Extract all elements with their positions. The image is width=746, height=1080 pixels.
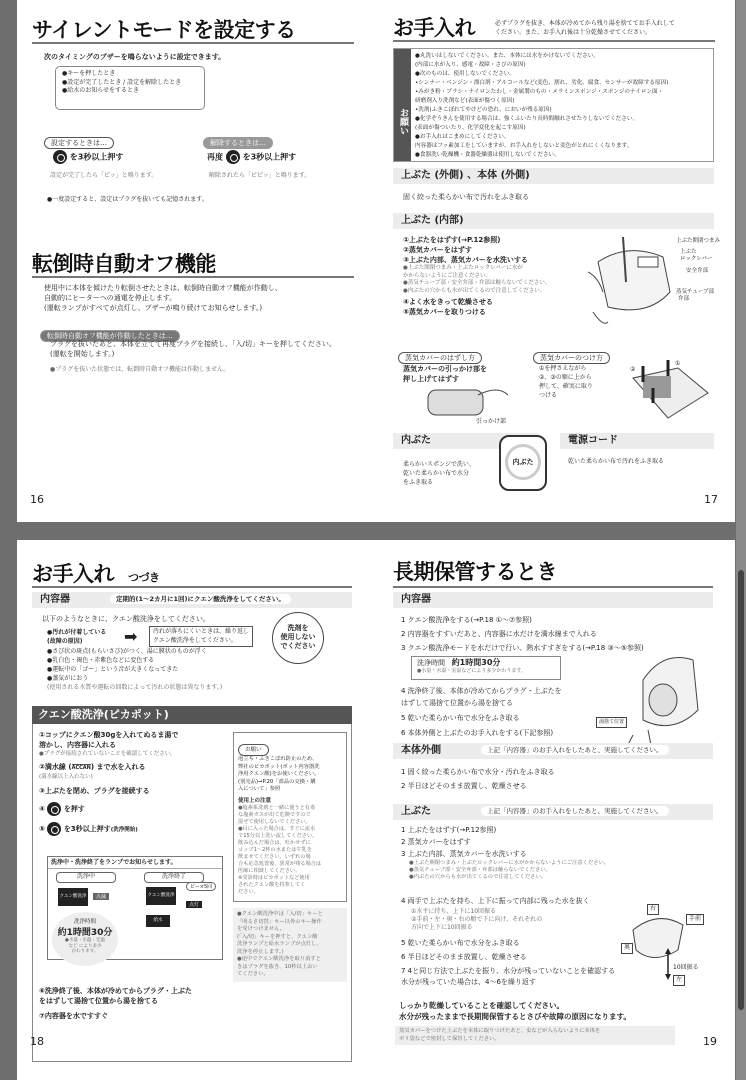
mark: ① [675,360,681,367]
dir-left: 左 [673,975,685,986]
list-item: ●キーを押したとき [62,70,116,77]
page-title: 長期保管するとき [393,560,557,584]
citric-steps-end: ⑥洗浄終了後、本体が冷めてからプラグ・上ぶた をはずして湯捨て位置から湯を捨てる ⑦内容器を水ですすぐ [39,987,192,1020]
lamp-icon: クエン酸洗浄 [58,888,88,906]
wash-time: 洗浄時間 約1時間30分 ●水量・水温・室温 など により多少 かわります。 [52,912,118,966]
inner-steps: ①上ぶたをはずす(→P.12参照) ②蒸気カバーをはずす ③上ぶた内部、蒸気カバーを水洗いする ●上ぶた開閉つまみ・上ぶたロックレバーに水が かからないようにご注意ください。 ●蒸気チューブ部・安全弁部・弁部は触らないでください。 ●内ぶたの穴からも水が出てくるので注意してください。 ④よく水をきって乾燥させる ⑤蒸気カバーを取りつける [403,236,551,316]
citric-steps: ①コップにクエン酸30gを入れてぬるま湯で 溶かし、内容器に入れる ●プラグが接続されていないことを確認してください。 ②満水線 (ÅCCAN) まで水を入れる (満水線以上入れない) ③上ぶたを閉め、プラグを接続する ④ を押す ⑤ を3秒以上押す(洗浄開始) [39,730,178,836]
repeat-note: 汚れが落ちにくいときは、繰り返し クエン酸洗浄をしてください。 [149,626,253,647]
tip-over-label: 転倒時自動オフ機能が作動したときは… [40,330,180,342]
dry-warning: しっかり乾燥していることを確認してください。 水分が残ったままで長期間保管するとさびや故障の原因になります。 [399,1001,631,1021]
scrollbar-thumb[interactable] [738,570,744,1010]
caution-box [393,48,714,162]
dir-right: 右 [647,904,659,915]
diagram-labels: 上ぶた開閉つまみ 上ぶた ロックレバー 安全弁部 蒸気チューブ部 弁部 [676,238,721,302]
section-lid: 上ぶた 上記「内容器」のお手入れをしたあと、実施してください。 [393,804,713,820]
shake-step: 4 両手で上ぶたを持ち、上下に振って内部に残った水を抜く [401,897,590,905]
intro: 次のタイミングのブザーを鳴らないように設定できます。 [44,53,226,61]
unset-note: 解除されたら「ピピッ」と鳴ります。 [209,172,311,179]
section-power-cord: 電源コード [560,433,714,449]
memo: ●プラグを抜いた状態では、転倒時自動オフ機能は作動しません。 [50,366,230,373]
unset-action: を3秒以上押す [242,152,297,162]
title-note: 必ずプラグを抜き、本体が冷めてから残り湯を捨ててお手入れして ください。また、お手入れ後は十分乾燥させてください。 [495,20,675,36]
set-action: を3秒以上押す [69,152,124,162]
citric-key-icon [47,822,61,836]
cord-text: 乾いた柔らかい布で汚れをふき取る [568,458,665,465]
caution-tab: お願い [394,49,411,161]
silent-key-icon [226,150,240,164]
pour-illustration [623,640,703,745]
no-detergent-stamp: 洗剤を 使用しない でください [272,612,324,664]
set-note: 設定が完了したら「ピッ」と鳴ります。 [50,172,158,179]
storage-tip: 蒸気カバーをつけた上ぶたを本体に取りつけたあと、虫などが入らないように本体を ポリ袋などで密封して保管してください。 [395,1026,675,1045]
water-lamp-icon: 給水 [146,915,170,927]
page-title: お手入れ つづき [32,562,160,586]
attach-text: ①を押さえながら ②、③の順に上から 押して、確実に取り つける [539,365,593,399]
attach-cover-illustration [628,358,713,423]
shake-label: 10回振る [673,964,699,971]
storage-steps: 1 クエン酸洗浄をする(→P.18 ①～⑦参照) 2 内容器をすすいだあと、内容器に水だけを満水線まで入れる 3 クエン酸洗浄モードを水だけで行い、熱水すすぎをする(→P.18 ③～⑤参照) [401,616,644,652]
set-label: 設定するときは… [44,137,114,149]
page-16 [17,0,373,522]
list-item: ●給水のお知らせをするとき [62,87,140,94]
wash-time-box: 洗浄時間 約1時間30分 ●水量・水温・室温などにより多少かわります。 [411,656,561,680]
inner-lid-text: 柔らかいスポンジで洗い、 乾いた柔らかい布で水分 をふき取る [403,461,475,486]
intro: 以下のようなときに、クエン酸洗浄をしてください。 [42,615,210,623]
lamp-icon: クエン酸洗浄 [146,887,176,905]
timing-list [55,66,205,110]
section-inner-lid: 内ぶた [393,433,538,449]
request-box: お願い 泡立ち・ふきこぼれ防止のため、 弊社のピカポット(ポット内容器洗 浄用クエン酸)をお使いください。 (別売品)→P.20「部品の交換・購 入について」参照 使用上の注意 ●塩素系洗剤と一緒に使うと有毒 な塩素ガスが出て危険ですので 混ぜて使用しないでください。 ●目に入った場合は、すぐに流水 で15分以上洗い流してください。 飲み込んだ場合は、吐かせずに コップ1～2杯の水または牛乳を 飲ませてください。いずれの場 合も応急処置後、異常が残る場合は 医師に相談してください。 ※受診時はピカポットなど使用 されたクエン酸を持参してく ださい。 [233,732,347,902]
tip-over-paragraph: 使用中に本体を傾けたり転倒させたときは、転倒時自動オフ機能が作動し、 自動的にヒーターへの通電を停止します。 (運転ランプがすべてが点灯し、ブザーが鳴り続けてお知らせします。) [44,284,282,312]
page-17 [373,0,735,522]
page-18 [17,540,373,1080]
section-inner-pot: 内容器 [393,592,713,608]
dir-front: 手前 [686,914,704,925]
lid-diagram [588,232,678,327]
lid-notes: ●上ぶた開閉つまみ・上ぶたロックレバーに水がかからないようにご注意ください。 ●蒸気チューブ部・安全弁部・弁部は触らないでください。 ●内ぶたの穴からも水が出てくるので注意してください。 [409,860,610,880]
page-title: サイレントモードを設定する [32,18,296,42]
remove-cover-label: 蒸気カバーのはずし方 [398,352,482,364]
page-number: 16 [30,493,44,506]
remove-text: 蒸気カバーの引っかけ部を 押し上げてはずす [403,365,487,383]
page-number: 17 [704,493,718,506]
scrollbar-track[interactable] [736,0,746,1080]
caution-list: ●丸洗いはしないでください。また、本体には水をかけないでください。 (内部に水が入り、感電・故障・さびの原因) ●次のものは、使用しないでください。 •シンナー・ベンジン・漂白剤・アルコールなど(変色、割れ、劣化、腐食、センサーが故障する原因) •みがき粉・ブラシ・ナイロンたわし・金属製のもの・メラミンスポンジ・スポンジのナイロン面・ 研磨剤入り洗剤など(表面が傷つく原因) •洗剤(ふきこぼれてやけどの恐れ、においが残る原因) ●化学ぞうきんを使用する場合は、強くふいたり長時間触れさせたりしないでください。 (表面が傷ついたり、化学変化を起こす原因) ●お手入れはこまめにしてください。 内容器はフッ素加工をしていますが、お手入れをしないと変色がとれにくくなります。 ●食器洗い乾燥機・食器乾燥器は使用しないでください。 [415,53,669,158]
item-dirty: ●汚れが付着している (故障の原因) [47,629,107,645]
unset-prefix: 再度 [207,152,223,162]
page-number: 18 [30,1035,44,1048]
outer-text: 固く絞った柔らかい布で汚れをふき取る [403,193,529,201]
pour-label: 湯捨て位置 [596,717,627,728]
dir-back: 奥 [621,943,633,954]
symptom-list: ●さび状の斑点(もらいさび)がつく、湯に膜状のものが浮く ●乳白色・褐色・赤紫色などに変色する ●運転中の「ゴー」という音が大きくなってきた ●蒸気がにおう (使用される水質や運転の回数によって汚れの状態は異なります。) [47,648,223,691]
arrow-icon: ➡ [124,627,138,646]
section-inner-pot: 内容器 定期的(1～2カ月に1回)にクエン酸洗浄をしてください。 [32,592,352,608]
page-number: 19 [703,1035,717,1048]
list-item: ●設定が完了したとき / 設定を解除したとき [62,78,182,86]
shake-notes: ①水平に持ち、上下に10回振る ②手前・左・奥・右の順で下に向け、それぞれの 方向で上下に10回振る [411,908,543,931]
section-body-outer: 本体外側 上記「内容器」のお手入れをしたあと、実施してください。 [393,743,713,759]
unset-label: 解除するときは… [203,137,273,149]
lamp-indicator-box: 洗浄中・洗浄終了をランプでお知らせします。 洗浄中 洗浄終了 クエン酸洗浄 点滅 クエン酸洗浄 給水 点灯 ピー×5回 洗浄時間 約1時間30分 ●水量・水温・室温 など により多少 かわります。 [47,856,223,960]
page-19 [373,540,735,1080]
citric-note: ●クエン酸洗浄中は「入/切」キーと 「明るさ切替」キー以外のキー操作 を受けつけません。 (「入/切」キーを押すと、クエン酸 洗浄ランプと給水ランプが点灯し、 洗浄を停止します。) ●途中でクエン酸洗浄を取り消すと きはプラグを抜き、10秒以上おい てください。 [233,908,347,982]
dry-steps: 5 乾いた柔らかい布で水分をふき取る 6 半日ほどそのまま放置し、乾燥させる 7 4と同じ方法で上ぶたを振り、水分が残っていないことを確認する 水分が残っていた場合は、4～6を繰り返す [401,939,616,986]
citric-section-header: クエン酸洗浄(ピカポット) [32,706,352,724]
memo: ●一度設定すると、設定はプラグを抜いても記憶されます。 [47,196,208,203]
mark: ② [630,366,636,373]
power-key-icon [47,802,61,816]
storage-steps-2: 4 洗浄終了後、本体が冷めてからプラグ・上ぶたを はずして湯捨て位置から湯を捨てる 5 乾いた柔らかい布で水分をふき取る 6 本体外側と上ぶたのお手入れをする(下記参照) [401,687,562,737]
silent-key-icon [53,150,67,164]
tip-over-recovery: プラグを抜いたあと、本体を立てて再度プラグを接続し、「入/切」キーを押してください。 (運転を開始します。) [50,340,336,358]
section-inner: 上ぶた (内部) [393,213,714,229]
body-steps: 1 固く絞った柔らかい布で水分・汚れをふき取る 2 半日ほどそのまま放置し、乾燥させる [401,768,555,790]
section-outer: 上ぶた (外側) 、本体 (外側) [393,168,714,184]
inner-lid-illustration: 内ぶた [499,435,547,491]
hook-label: 引っかけ部 [476,418,507,425]
page-title: お手入れ [393,16,475,40]
beep-bubble: ピー×5回 [186,882,216,891]
section-title: 転倒時自動オフ機能 [32,252,216,276]
lid-steps: 1 上ぶたをはずす(→P.12参照) 2 蒸気カバーをはずす 3 上ぶた内部、蒸気カバーを水洗いする [401,826,527,858]
attach-cover-label: 蒸気カバーのつけ方 [533,352,610,364]
